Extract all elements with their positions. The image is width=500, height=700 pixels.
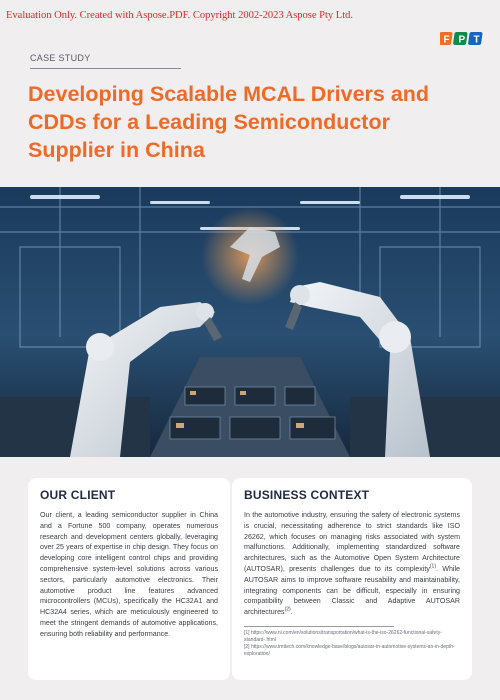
references xyxy=(244,626,455,658)
hero-image xyxy=(0,187,500,457)
our-client-heading: OUR CLIENT xyxy=(40,488,116,502)
svg-text:P: P xyxy=(458,34,466,46)
svg-text:T: T xyxy=(473,34,480,46)
our-client-text: Our client, a leading semiconductor supplier in China and a Fortune 500 company, operates numerous research and development centers globally, leveraging over 25 years of expertise in chip design. They focus on developing core intelligent control chips and providing comprehensive system-level solutions across various sectors, particularly automotive electronics. Their automotive product line features advanced microcontrollers (MCUs), specifically the HC32A1 and HC32A4 series, which are meticulously engineered to meet the stringent demands of automotive applications, ensuring both reliability and performance. xyxy=(40,511,218,638)
footnote-ref-1: (1) xyxy=(429,563,437,570)
reference-link-1[interactable]: [1] https://www.ni.com/en/solutions/transportation/what-is-the-iso-26262-functional-safety-standard-.html xyxy=(244,629,442,643)
evaluation-watermark: Evaluation Only. Created with Aspose.PDF. Copyright 2002-2023 Aspose Pty Ltd. xyxy=(6,10,354,21)
page-title: Developing Scalable MCAL Drivers and CDDs for a Leading Semiconductor Supplier in China xyxy=(28,82,430,162)
business-context-text-part3: . xyxy=(290,608,293,617)
business-context-text-part2: . While AUTOSAR aims to improve software reusability and maintainability, integrating components can be difficult, especially in ensuring compatibility between Classic and Adaptive AUTOSAR architectures xyxy=(244,564,460,617)
case-study-label: CASE STUDY xyxy=(30,53,91,63)
robot-arms-factory-image xyxy=(0,187,500,457)
case-study-divider xyxy=(30,68,181,69)
business-context-card xyxy=(232,478,472,680)
reference-link-2[interactable]: [2] https://www.tmttech.com/knowledge-base/blogs/autosar-in-automotive-systems-an-in-depth-exploration/ xyxy=(244,643,455,657)
fpt-logo-icon xyxy=(440,30,484,46)
svg-text:F: F xyxy=(443,34,450,46)
business-context-text-part1: In the automotive industry, ensuring the safety of electronic systems is crucial, necessitating adherence to strict standards like ISO 26262, which focuses on managing risks associated with system malfunctions. Additionally, implementing standardized software architectures, such as the Automotive Open System Architecture (AUTOSAR), presents challenges due to its complexity xyxy=(244,511,460,573)
business-context-heading: BUSINESS CONTEXT xyxy=(244,488,370,502)
our-client-card xyxy=(28,478,230,680)
footnote-ref-2: (2) xyxy=(284,606,291,613)
business-context-text xyxy=(244,510,460,618)
